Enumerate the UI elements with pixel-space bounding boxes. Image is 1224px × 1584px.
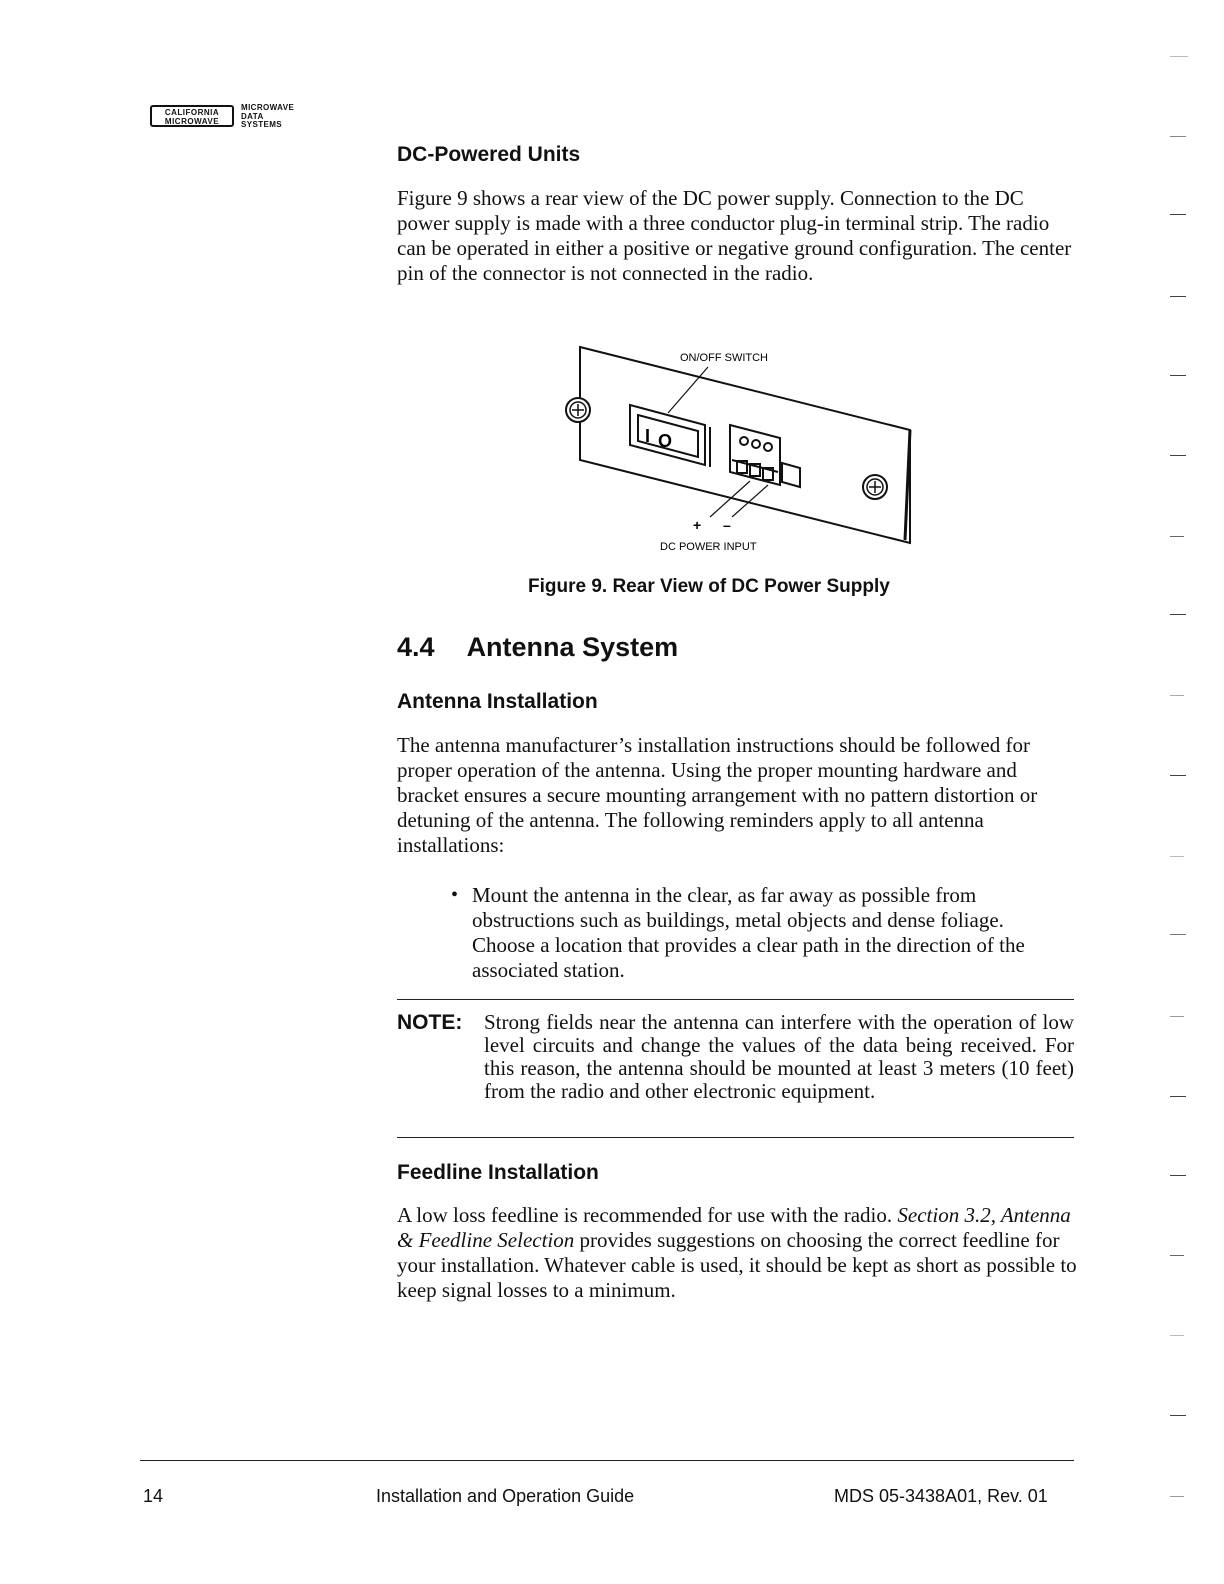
- right-mounting-screw: [863, 475, 887, 499]
- feedline-installation-heading: Feedline Installation: [397, 1161, 599, 1184]
- margin-mark: [1170, 1016, 1184, 1017]
- note-label: NOTE:: [397, 1011, 463, 1034]
- bullet-marker: •: [451, 884, 459, 906]
- bullet-item-1: Mount the antenna in the clear, as far away as possible from obstructions such as buildings, metal objects and dense foliage. Choose a location that provides a clear path in the direction of the associated station.: [472, 883, 1025, 982]
- margin-mark: [1170, 1415, 1186, 1416]
- feedline-text-a: A low loss feedline is recommended for use with the radio.: [397, 1203, 893, 1227]
- margin-mark: [1170, 296, 1186, 297]
- figure-caption: Figure 9. Rear View of DC Power Supply: [528, 576, 890, 597]
- section-number: 4.4: [397, 632, 435, 662]
- footer-document-number: MDS 05-3438A01, Rev. 01: [834, 1486, 1048, 1506]
- dc-power-supply-figure: [560, 335, 930, 560]
- margin-mark: [1170, 1175, 1186, 1176]
- logo-line-microwave: MICROWAVE: [164, 117, 220, 126]
- dc-section-heading: DC-Powered Units: [397, 143, 581, 166]
- feedline-text-b: provides suggestions on choosing the correct feedline for your installation. Whatever cable is used, it should be kept as short as possible to keep signal losses to a minimum.: [397, 1228, 1077, 1302]
- margin-mark: [1170, 455, 1186, 456]
- margin-mark: [1170, 536, 1184, 537]
- footer-rule: [140, 1460, 1074, 1461]
- terminal-strip: [730, 425, 800, 487]
- logo-wordmark: [241, 104, 294, 130]
- margin-mark: [1170, 56, 1188, 57]
- dc-section-paragraph: Figure 9 shows a rear view of the DC power supply. Connection to the DC power supply is made with a three conductor plug-in terminal strip. The radio can be operated in either a positive or negative ground configuration. The center pin of the connector is not connected in the radio.: [397, 186, 1072, 285]
- section-title-text: Antenna System: [466, 632, 679, 662]
- margin-mark: [1170, 856, 1184, 857]
- margin-mark: [1170, 614, 1186, 615]
- margin-mark: [1170, 775, 1186, 776]
- note-text: Strong fields near the antenna can interfere with the operation of low level circuits and change the values of the data being received. For this reason, the antenna should be mounted at least 3 meters (10 feet) from the radio and other electronic equipment.: [484, 1010, 1074, 1103]
- switch-symbol-o: O: [658, 431, 673, 451]
- antenna-installation-heading: Antenna Installation: [397, 690, 598, 713]
- margin-mark: [1170, 934, 1186, 935]
- margin-mark: [1170, 1096, 1186, 1097]
- section-title: [397, 632, 678, 663]
- logo-line-california: CALIFORNIA: [164, 108, 220, 117]
- left-mounting-screw: [566, 398, 590, 422]
- feedline-installation-paragraph: [397, 1203, 1077, 1303]
- logo-word-systems: SYSTEMS: [241, 120, 283, 129]
- company-logo: [150, 105, 234, 127]
- margin-mark: [1170, 1255, 1184, 1256]
- footer-page-number: 14: [143, 1486, 164, 1506]
- on-off-switch-label: ON/OFF SWITCH: [680, 352, 768, 364]
- margin-mark: [1170, 136, 1186, 137]
- antenna-installation-paragraph: The antenna manufacturer’s installation instructions should be followed for proper operation of the antenna. Using the proper mounting hardware and bracket ensures a secure mounting arrangement with no pattern distortion or detuning of the antenna. The following reminders apply to all antenna installations:: [397, 733, 1038, 857]
- note-bottom-rule: [397, 1137, 1074, 1138]
- plus-terminal-label: +: [693, 517, 702, 533]
- margin-mark: [1170, 214, 1186, 215]
- margin-mark: [1170, 695, 1184, 696]
- minus-terminal-label: –: [723, 517, 731, 533]
- dc-power-input-label: DC POWER INPUT: [660, 541, 757, 553]
- logo-word-data: DATA: [241, 111, 264, 121]
- margin-mark: [1170, 375, 1186, 376]
- switch-symbol-i: I: [645, 426, 651, 446]
- note-top-rule: [397, 999, 1074, 1000]
- margin-mark: [1170, 1496, 1184, 1497]
- margin-mark: [1170, 1335, 1184, 1336]
- feedline-section-reference: Section 3.2, Antenna & Feedline Selection: [397, 1203, 1071, 1252]
- logo-word-microwave: MICROWAVE: [241, 103, 295, 112]
- footer-document-title: Installation and Operation Guide: [376, 1486, 635, 1506]
